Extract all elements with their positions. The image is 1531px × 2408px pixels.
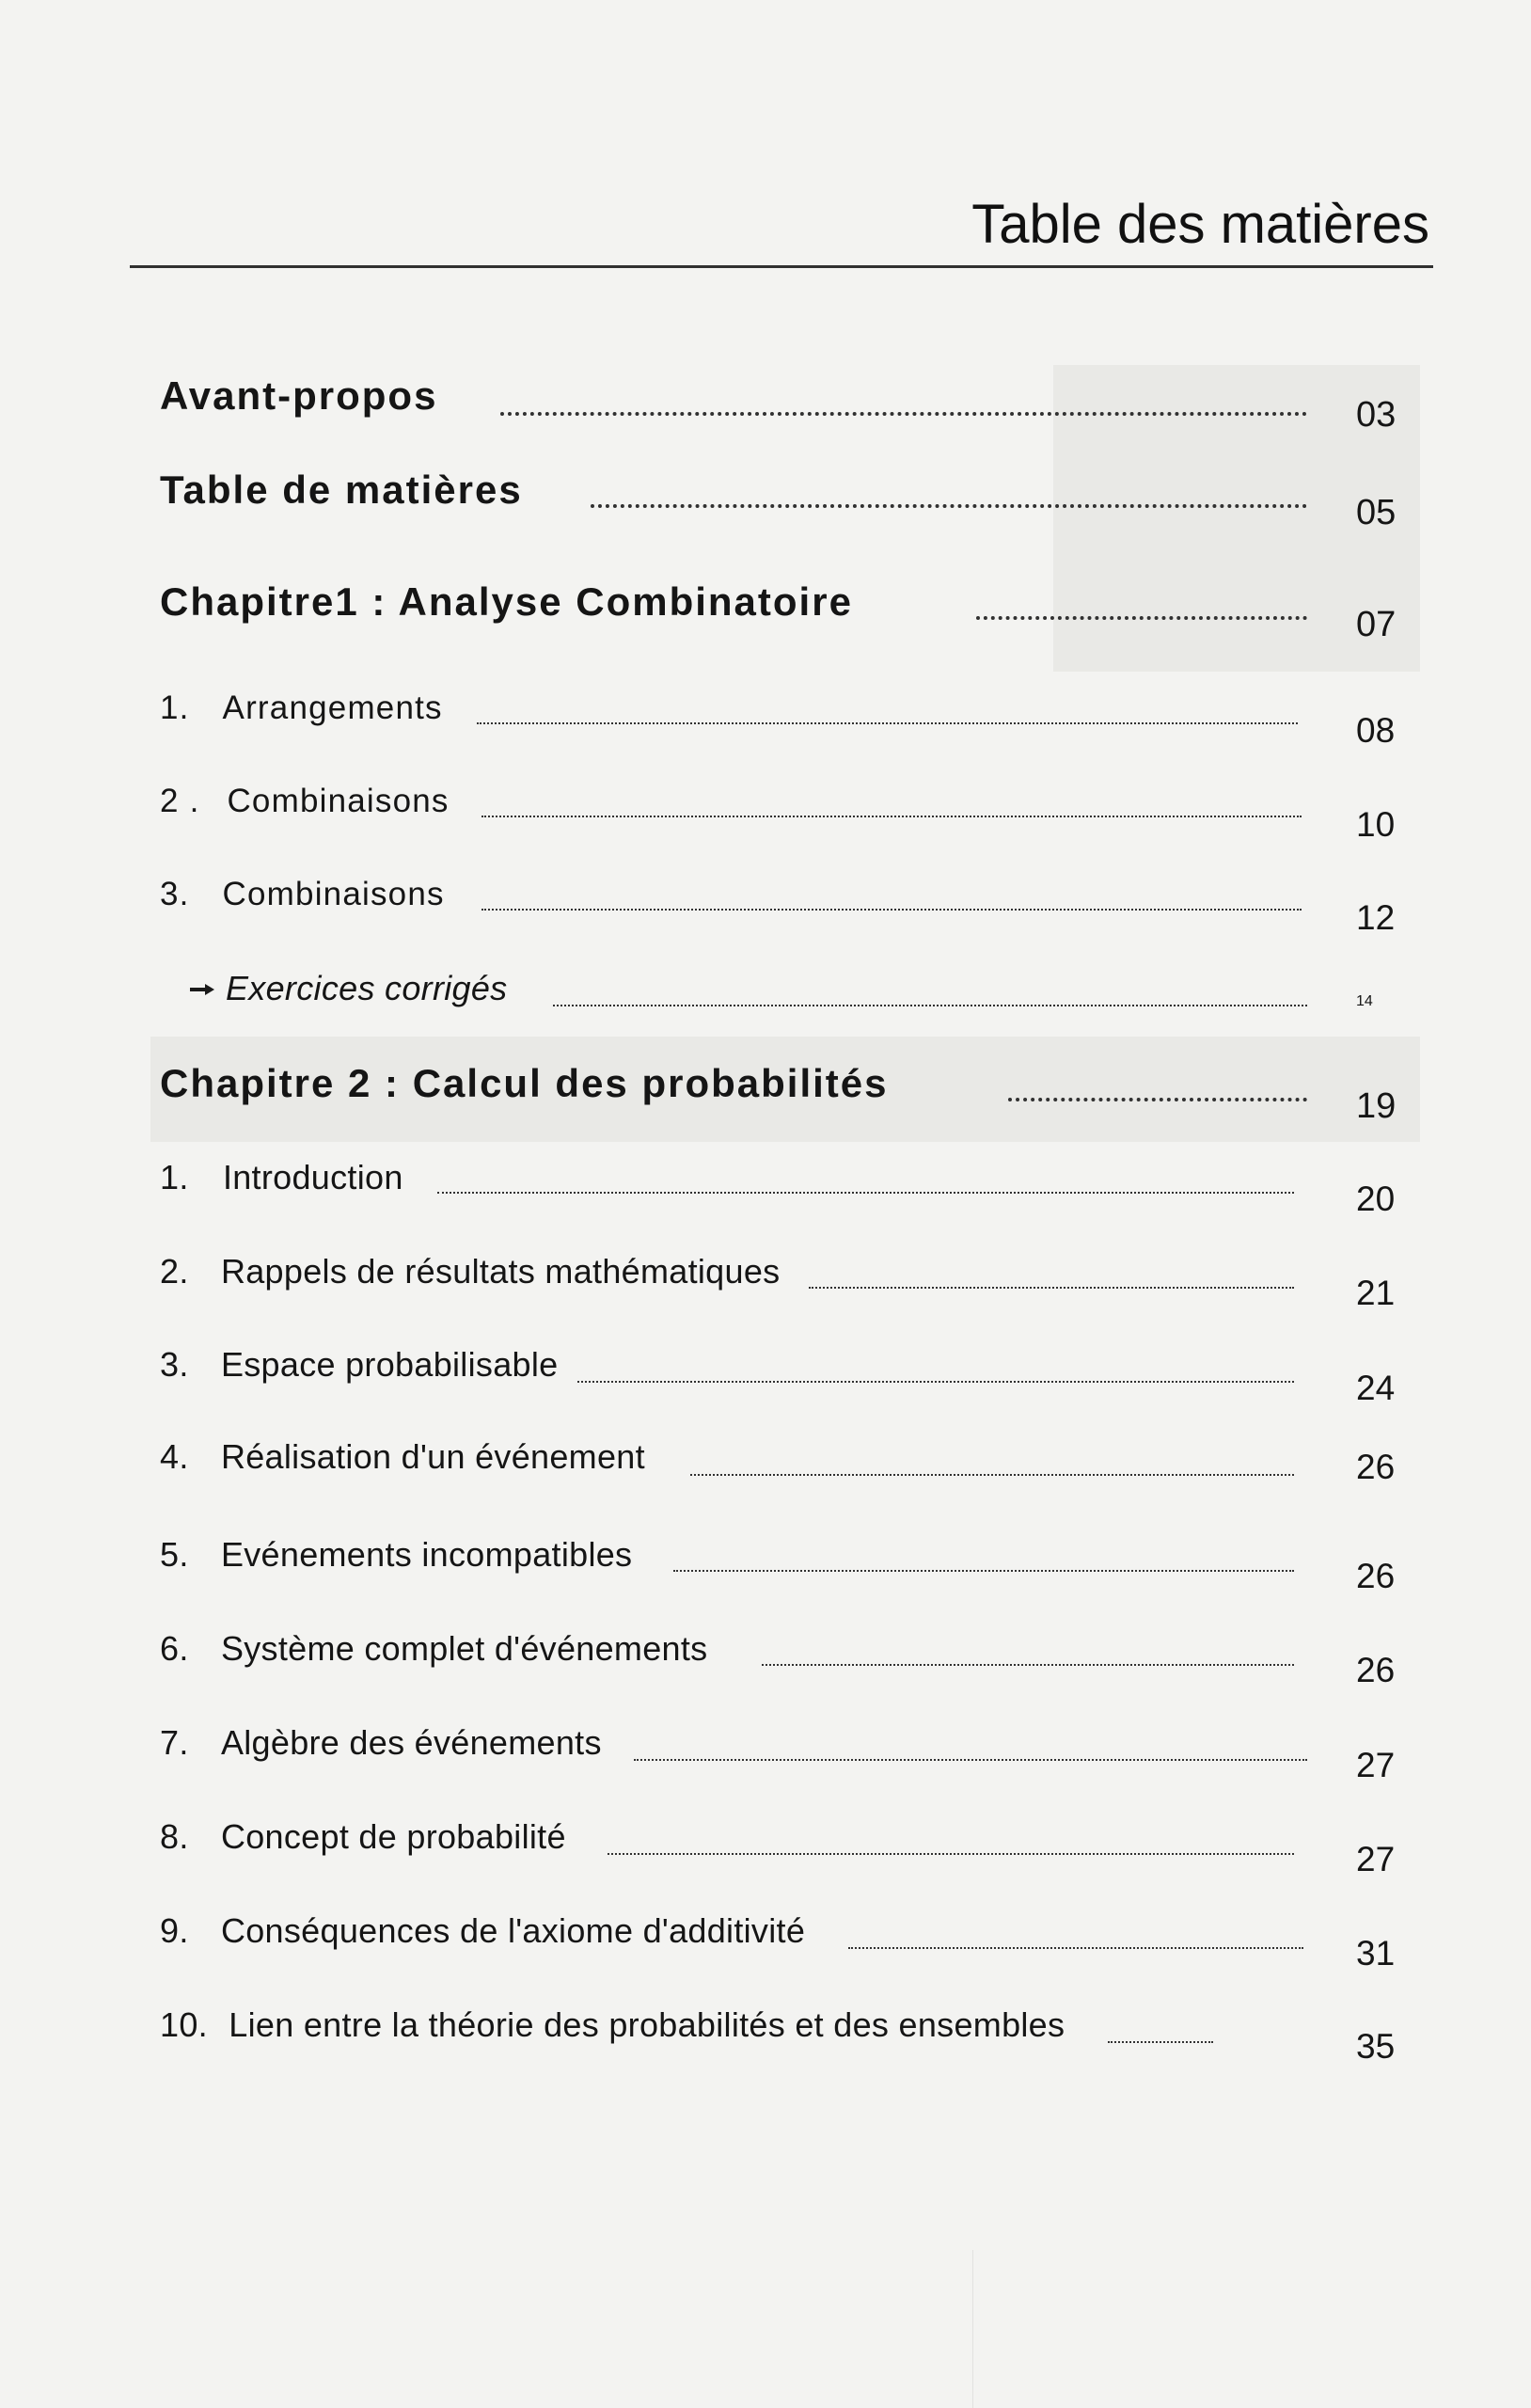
toc-page-number: 26 bbox=[1356, 1448, 1396, 1486]
toc-subentry bbox=[0, 1817, 1531, 1892]
dot-leader bbox=[690, 1474, 1294, 1476]
toc-entry-label bbox=[160, 1437, 645, 1476]
dot-leader bbox=[500, 412, 1307, 416]
dot-leader bbox=[1008, 1098, 1307, 1101]
toc-item-title: Arrangements bbox=[222, 689, 443, 726]
dot-leader bbox=[477, 722, 1298, 724]
toc-subentry bbox=[0, 1911, 1531, 1986]
toc-subentry bbox=[0, 1535, 1531, 1609]
dot-leader bbox=[848, 1947, 1303, 1949]
toc-page-number: 10 bbox=[1356, 805, 1396, 844]
dot-leader bbox=[976, 616, 1307, 620]
toc-item-title: Système complet d'événements bbox=[220, 1629, 708, 1668]
toc-entry-label: Table de matières bbox=[160, 467, 523, 512]
toc-item-title: Conséquences de l'axiome d'additivité bbox=[220, 1911, 806, 1950]
toc-entry-label: Avant-propos bbox=[160, 373, 438, 418]
toc-page-number: 26 bbox=[1356, 1651, 1396, 1689]
toc-item-title: Lien entre la théorie des probabilités et des ensembles bbox=[229, 2005, 1065, 2044]
toc-exercise-entry bbox=[0, 969, 1531, 1043]
toc-entry-label bbox=[160, 1345, 559, 1384]
toc-entry-label bbox=[160, 1535, 633, 1574]
toc-item-number: 3. bbox=[160, 1345, 189, 1384]
toc-entry-chapitre-1 bbox=[0, 579, 1531, 654]
toc-entry-table-de-matieres bbox=[0, 467, 1531, 542]
toc-item-title: Combinaisons bbox=[227, 783, 450, 819]
toc-subentry bbox=[0, 784, 1531, 856]
page-title: Table des matières bbox=[971, 194, 1429, 255]
toc-page-number: 27 bbox=[1356, 1746, 1396, 1784]
dot-leader bbox=[673, 1570, 1294, 1572]
toc-entry-label bbox=[160, 691, 443, 724]
toc-item-number: 7. bbox=[160, 1723, 189, 1762]
toc-page-number: 12 bbox=[1356, 898, 1396, 937]
toc-entry-label: Chapitre1 : Analyse Combinatoire bbox=[160, 579, 853, 624]
dot-leader bbox=[481, 816, 1302, 817]
toc-entry-label bbox=[160, 784, 450, 817]
toc-item-title: Réalisation d'un événement bbox=[220, 1437, 645, 1476]
toc-item-number: 2. bbox=[160, 1252, 189, 1291]
toc-item-title: Combinaisons bbox=[222, 876, 445, 912]
toc-page-number: 35 bbox=[1356, 2027, 1396, 2066]
toc-entry-label bbox=[160, 1723, 602, 1762]
toc-item-title: Concept de probabilité bbox=[220, 1817, 566, 1856]
toc-page-number: 21 bbox=[1356, 1274, 1396, 1312]
toc-item-number: 4. bbox=[160, 1437, 189, 1476]
toc-page-number: 19 bbox=[1356, 1086, 1397, 1126]
toc-item-title: Introduction bbox=[222, 1158, 403, 1196]
dot-leader bbox=[634, 1759, 1307, 1761]
toc-entry-label bbox=[160, 1252, 781, 1291]
dot-leader bbox=[481, 909, 1302, 911]
toc-item-number: 5. bbox=[160, 1535, 189, 1574]
dot-leader bbox=[608, 1853, 1294, 1855]
toc-item-number: 2 . bbox=[160, 783, 200, 819]
toc-page-number: 24 bbox=[1356, 1369, 1396, 1407]
toc-entry-label: Exercices corrigés bbox=[226, 969, 508, 1007]
toc-item-title: Evénements incompatibles bbox=[220, 1535, 633, 1574]
toc-subentry bbox=[0, 1252, 1531, 1326]
toc-subentry bbox=[0, 878, 1531, 949]
toc-subentry bbox=[0, 691, 1531, 763]
toc-entry-label bbox=[160, 1911, 806, 1950]
toc-item-number: 10. bbox=[160, 2005, 208, 2044]
toc-entry-label bbox=[160, 1158, 403, 1196]
dot-leader bbox=[1108, 2041, 1213, 2043]
toc-page-number: 07 bbox=[1356, 605, 1397, 644]
toc-entry-label bbox=[160, 2005, 1065, 2044]
dot-leader bbox=[437, 1192, 1294, 1194]
title-divider bbox=[130, 265, 1433, 268]
toc-subentry bbox=[0, 1158, 1531, 1232]
toc-entry-avant-propos bbox=[0, 373, 1531, 448]
dot-leader bbox=[762, 1664, 1294, 1666]
toc-page-number: 31 bbox=[1356, 1934, 1396, 1972]
toc-entry-label bbox=[160, 878, 445, 911]
toc-subentry bbox=[0, 1723, 1531, 1798]
toc-item-title: Rappels de résultats mathématiques bbox=[220, 1252, 781, 1291]
toc-item-title: Algèbre des événements bbox=[220, 1723, 602, 1762]
toc-item-number: 1. bbox=[160, 689, 190, 726]
toc-page-number: 20 bbox=[1356, 1180, 1396, 1218]
toc-subentry bbox=[0, 1629, 1531, 1703]
toc-item-number: 3. bbox=[160, 876, 190, 912]
toc-page-number: 05 bbox=[1356, 493, 1397, 532]
toc-page-number: 03 bbox=[1356, 395, 1397, 435]
arrow-icon bbox=[190, 984, 214, 995]
toc-page-number: 27 bbox=[1356, 1840, 1396, 1878]
toc-item-number: 6. bbox=[160, 1629, 189, 1668]
paper-crease bbox=[972, 2250, 973, 2408]
toc-entry-chapitre-2 bbox=[0, 1061, 1531, 1135]
toc-item-number: 1. bbox=[160, 1158, 189, 1196]
dot-leader bbox=[577, 1381, 1294, 1383]
toc-entry-label bbox=[160, 1817, 566, 1856]
toc-item-title: Espace probabilisable bbox=[220, 1345, 559, 1384]
toc-page-number: 08 bbox=[1356, 711, 1396, 750]
toc-item-number: 9. bbox=[160, 1911, 189, 1950]
toc-page-number: 14 bbox=[1356, 993, 1373, 1009]
toc-subentry bbox=[0, 1345, 1531, 1419]
dot-leader bbox=[809, 1287, 1294, 1289]
toc-page-number: 26 bbox=[1356, 1557, 1396, 1595]
dot-leader bbox=[553, 1005, 1307, 1006]
toc-entry-label: Chapitre 2 : Calcul des probabilités bbox=[160, 1061, 889, 1105]
toc-subentry bbox=[0, 1437, 1531, 1512]
toc-subentry bbox=[0, 2005, 1531, 2080]
toc-item-number: 8. bbox=[160, 1817, 189, 1856]
toc-entry-label bbox=[160, 1629, 708, 1668]
dot-leader bbox=[591, 504, 1307, 508]
